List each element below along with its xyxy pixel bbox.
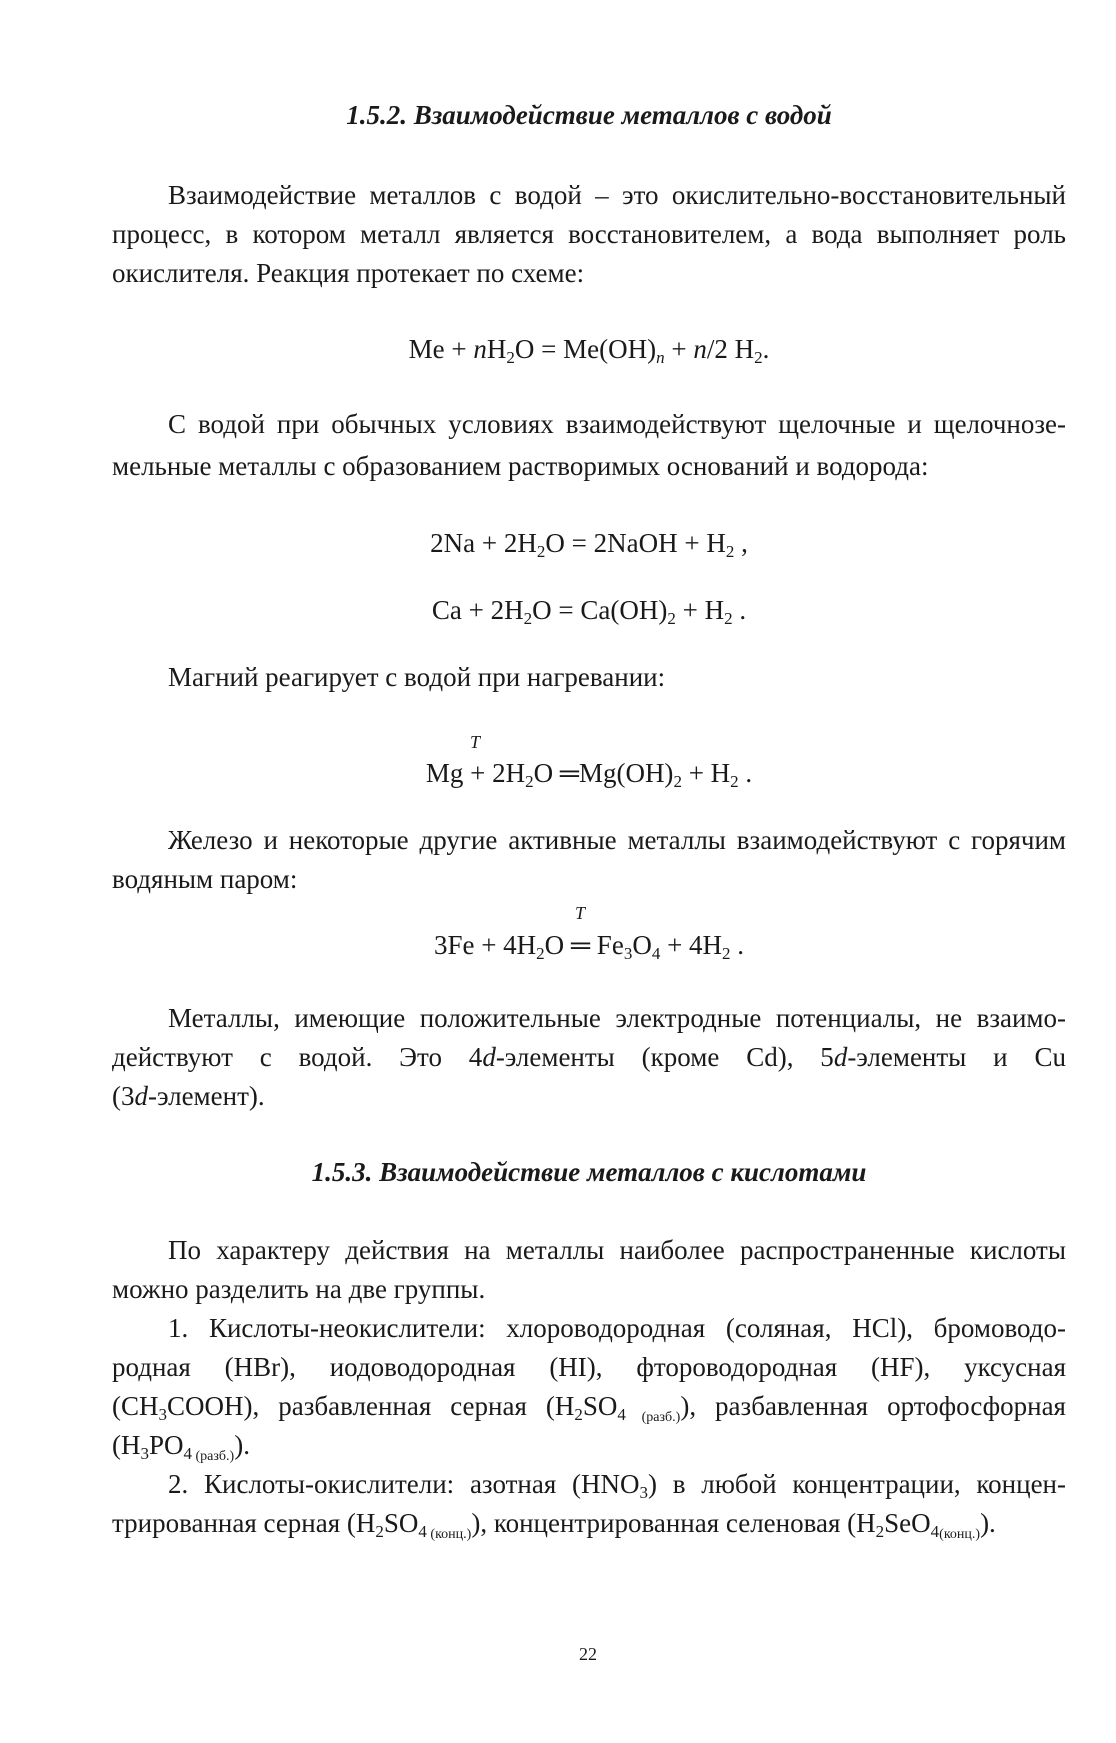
text-segment: процесс, в котором металл является восстановителем, а вода выполняет роль: [112, 219, 1066, 249]
text-segment: 1. Кислоты-неокислители: хлороводородная (соляная, HCl), бромоводо-: [168, 1313, 1066, 1343]
text-segment: (3: [112, 1081, 135, 1111]
subscript-italic: n: [656, 348, 665, 367]
text-segment: Железо и некоторые другие активные металлы взаимодействуют с горячим: [168, 825, 1066, 855]
text-segment: /2 H: [706, 334, 755, 364]
italic-variable: d: [482, 1042, 496, 1072]
text-segment: По характеру действия на металлы наиболее распространенные кислоты: [168, 1235, 1066, 1265]
text-segment: H: [486, 334, 507, 364]
text-segment: .: [762, 334, 770, 364]
text-line: [112, 253, 1066, 293]
text-line: [112, 1076, 1066, 1116]
text-line: [112, 1386, 1066, 1426]
text-segment: 2. Кислоты-окислители: азотная (HNO: [168, 1469, 640, 1499]
subscript: 2: [506, 348, 515, 367]
subscript: 4: [418, 1522, 427, 1541]
text-line: [112, 590, 1066, 630]
text-segment: O = Me(OH): [514, 334, 657, 364]
text-segment: + H: [681, 758, 731, 788]
subscript: 2: [667, 609, 676, 628]
text-segment: мельные металлы с образованием растворимых оснований и водорода:: [112, 451, 929, 481]
italic-variable: d: [134, 1081, 148, 1111]
text-segment: родная (HBr), иодоводородная (HI), фтороводородная (HF), уксусная: [112, 1352, 1066, 1382]
text-segment: трированная серная (H: [112, 1508, 376, 1538]
text-segment: ,: [734, 528, 748, 558]
text-segment: водяным паром:: [112, 864, 298, 894]
subscript: 4: [930, 1522, 940, 1541]
subscript: 2: [724, 609, 733, 628]
subscript: 4: [617, 1405, 626, 1424]
text-segment: PO: [149, 1430, 184, 1460]
text-line: [112, 1308, 1066, 1348]
text-segment: .: [732, 595, 747, 625]
subscript: 3: [639, 1483, 648, 1502]
text-segment: ), концентрированная селеновая (H: [471, 1508, 876, 1538]
text-segment: Ca + 2H: [431, 595, 524, 625]
text-segment: Mg + 2H: [425, 758, 526, 788]
subscript: 2: [523, 609, 533, 628]
text-line: [112, 1230, 1066, 1270]
subscript: 2: [536, 542, 546, 561]
text-segment: O: [632, 930, 652, 960]
text-segment: +: [664, 334, 694, 364]
text-segment: -элемент).: [148, 1081, 265, 1111]
text-segment: (H: [112, 1430, 141, 1460]
subscript: 3: [140, 1444, 149, 1463]
text-line: [112, 523, 1066, 563]
text-segment: 1.5.2. Взаимодействие металлов с водой: [346, 100, 832, 130]
subscript: 2: [536, 944, 545, 963]
text-line: [112, 1347, 1066, 1387]
subscript: 4: [183, 1444, 193, 1463]
text-line: [112, 1269, 1066, 1309]
text-segment: действуют с водой. Это 4: [112, 1042, 483, 1072]
text-segment: .: [738, 758, 753, 788]
text-segment: 2Na + 2H: [430, 528, 537, 558]
text-line: [112, 1503, 1066, 1543]
subscript: 3: [158, 1405, 167, 1424]
text-segment: 1.5.3. Взаимодействие металлов с кислотами: [311, 1157, 867, 1187]
text-segment: O = Ca(OH): [532, 595, 668, 625]
text-line: [112, 446, 1066, 486]
text-segment: 3Fe + 4H: [433, 930, 537, 960]
text-segment: -элементы (кроме Cd), 5: [495, 1042, 834, 1072]
text-segment: ) в любой концентрации, концен-: [648, 1469, 1066, 1499]
text-segment: O ═Mg(OH): [533, 758, 674, 788]
subscript: 2: [722, 944, 731, 963]
text-segment: Магний реагирует с водой при нагревании:: [168, 662, 666, 692]
text-line: [112, 214, 1066, 254]
text-line: [112, 820, 1066, 860]
text-segment: O ═ Fe: [544, 930, 624, 960]
italic-variable: n: [473, 334, 487, 364]
concentration-note: (конц.): [426, 1527, 472, 1542]
text-segment: Металлы, имеющие положительные электродные потенциалы, не взаимо-: [168, 1003, 1066, 1033]
text-segment: Me +: [408, 334, 474, 364]
reaction-condition-temperature: T: [575, 903, 586, 923]
page-number: 22: [579, 1644, 597, 1664]
text-segment: ), разбавленная ортофосфорная: [680, 1391, 1066, 1421]
text-line: [112, 95, 1066, 135]
subscript: 2: [375, 1522, 384, 1541]
text-segment: окислителя. Реакция протекает по схеме:: [112, 258, 585, 288]
text-segment: ).: [980, 1508, 996, 1538]
italic-variable: d: [833, 1042, 848, 1072]
subscript: 4: [651, 944, 661, 963]
text-line: [112, 1464, 1066, 1504]
text-line: [112, 753, 1066, 793]
text-line: [112, 657, 1066, 697]
text-segment: + H: [675, 595, 725, 625]
subscript: 2: [875, 1522, 885, 1541]
text-line: [112, 175, 1066, 215]
text-segment: .: [730, 930, 745, 960]
text-line: [112, 1037, 1066, 1077]
text-segment: Взаимодействие металлов с водой – это окислительно-восстановительный: [168, 180, 1066, 210]
concentration-note: (разб.): [192, 1449, 235, 1464]
text-line: [112, 1152, 1066, 1192]
subscript: 2: [574, 1405, 583, 1424]
subscript: 2: [525, 772, 534, 791]
reaction-condition-temperature: T: [470, 732, 481, 752]
subscript: 2: [730, 772, 739, 791]
text-line: [112, 998, 1066, 1038]
text-line: [112, 329, 1066, 369]
subscript: 2: [673, 772, 682, 791]
subscript: 3: [623, 944, 633, 963]
text-segment: O = 2NaOH + H: [545, 528, 726, 558]
text-segment: + 4H: [660, 930, 723, 960]
text-line: [112, 1425, 1066, 1465]
concentration-note: (конц.): [939, 1527, 981, 1542]
text-segment: можно разделить на две группы.: [112, 1274, 486, 1304]
italic-variable: n: [693, 334, 707, 364]
text-line: [112, 859, 1066, 899]
text-line: [112, 925, 1066, 965]
subscript: 2: [754, 348, 763, 367]
text-segment: -элементы и Cu: [847, 1042, 1066, 1072]
text-segment: (CH: [112, 1391, 159, 1421]
text-segment: С водой при обычных условиях взаимодействуют щелочные и щелочнозе-: [168, 409, 1066, 439]
text-segment: SO: [582, 1391, 618, 1421]
text-line: [112, 404, 1066, 444]
text-segment: ).: [234, 1430, 250, 1460]
text-segment: COOH), разбавленная серная (H: [167, 1391, 575, 1421]
text-segment: SO: [383, 1508, 419, 1538]
concentration-note: (разб.): [625, 1410, 681, 1425]
subscript: 2: [725, 542, 735, 561]
text-segment: SeO: [884, 1508, 931, 1538]
